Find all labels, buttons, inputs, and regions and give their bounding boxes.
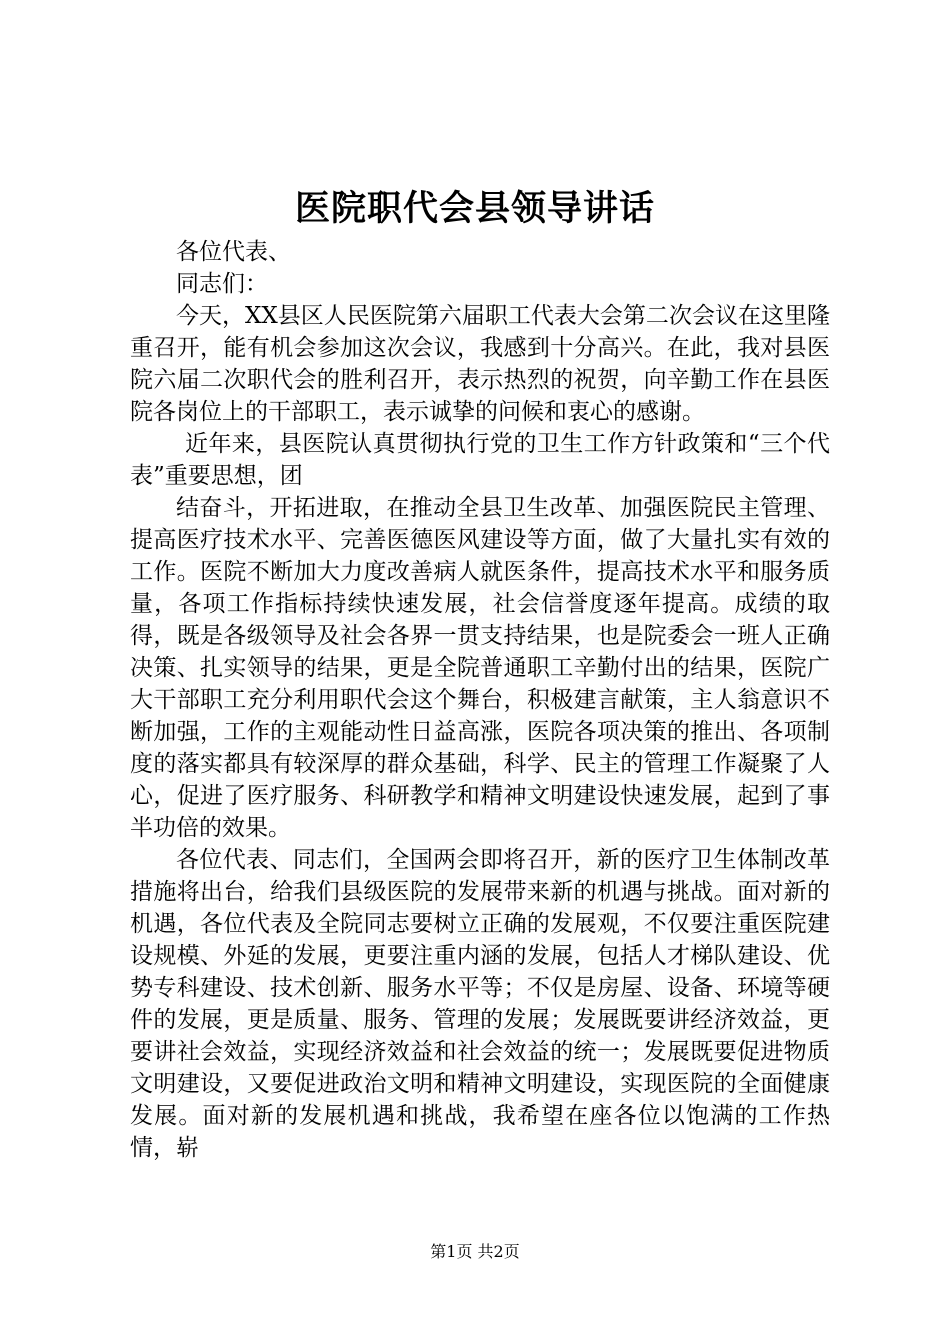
page-number: 第1页 共2页 (430, 1242, 520, 1261)
paragraph-4: 各位代表、同志们，全国两会即将召开，新的医疗卫生体制改革措施将出台，给我们县级医院的发展带来新的机遇与挑战。面对新的机遇，各位代表及全院同志要树立正确的发展观，不仅要注重医院建设规模、外延的发展，更要注重内涵的发展，包括人才梯队建设、优势专科建设、技术创新、服务水平等；不仅是房屋、设备、环境等硬件的发展，更是质量、服务、管理的发展；发展既要讲经济效益，更要讲社会效益，实现经济效益和社会效益的统一；发展既要促进物质文明建设，又要促进政治文明和精神文明建设，实现医院的全面健康发展。面对新的发展机遇和挑战，我希望在座各位以饱满的工作热情，崭 (130, 847, 830, 1161)
document-body (130, 236, 830, 1164)
salutation-line-2: 同志们： (176, 271, 268, 297)
paragraph-2: 近年来，县医院认真贯彻执行党的卫生工作方针政策和“三个代表”重要思想，团 (130, 431, 830, 489)
document-title: 医院职代会县领导讲话 (294, 188, 655, 229)
salutation-line-1: 各位代表、 (176, 239, 291, 265)
paragraph-3: 结奋斗，开拓进取，在推动全县卫生改革、加强医院民主管理、提高医疗技术水平、完善医德医风建设等方面，做了大量扎实有效的工作。医院不断加大力度改善病人就医条件，提高技术水平和服务质量，各项工作指标持续快速发展，社会信誉度逐年提高。成绩的取得，既是各级领导及社会各界一贯支持结果，也是院委会一班人正确决策、扎实领导的结果，更是全院普通职工辛勤付出的结果，医院广大干部职工充分利用职代会这个舞台，积极建言献策，主人翁意识不断加强，工作的主观能动性日益高涨，医院各项决策的推出、各项制度的落实都具有较深厚的群众基础，科学、民主的管理工作凝聚了人心，促进了医疗服务、科研教学和精神文明建设快速发展，起到了事半功倍的效果。 (130, 495, 830, 841)
paragraph-1: 今天，XX县区人民医院第六届职工代表大会第二次会议在这里隆重召开，能有机会参加这次会议，我感到十分高兴。在此，我对县医院六届二次职代会的胜利召开，表示热烈的祝贺，向辛勤工作在县医院各岗位上的干部职工，表示诚挚的问候和衷心的感谢。 (130, 303, 830, 425)
